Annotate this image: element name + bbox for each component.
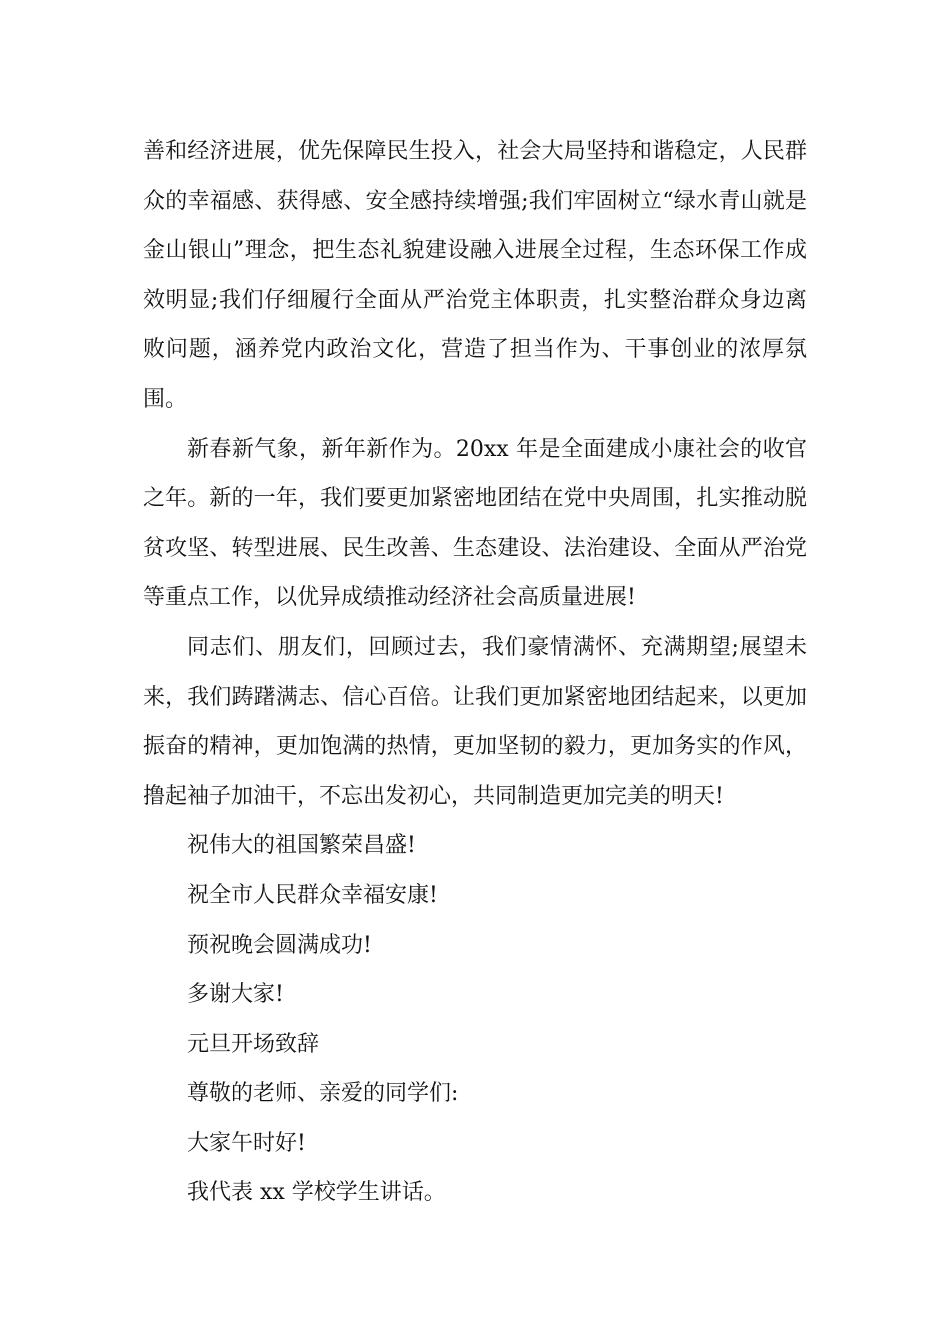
wish-line-citizens: 祝全市人民群众幸福安康! <box>187 882 438 908</box>
paragraph-continuation: 善和经济进展，优先保障民生投入，社会大局坚持和谐稳定，人民群众的幸福感、获得感、安全感持续增强;我们牢固树立“绿水青山就是金山银山”理念，把生态礼貌建设融入进展全过程，生态环保工作成效明显;我们仔细履行全面从严治党主体职责，扎实整治群众身边离败问题，涵养党内政治文化，营造了担当作为、干事创业的浓厚氛围。 <box>143 139 807 412</box>
salutation-line: 尊敬的老师、亲爱的同学们: <box>187 1081 459 1107</box>
section-title: 元旦开场致辞 <box>187 1031 320 1057</box>
paragraph-new-year: 新春新气象，新年新作为。20xx 年是全面建成小康社会的收官之年。新的一年，我们要更加紧密地团结在党中央周围，扎实推动脱贫攻坚、转型进展、民生改善、生态建设、法治建设、全面从严治党等重点工作，以优异成绩推动经济社会高质量进展! <box>143 436 807 611</box>
intro-line: 我代表 xx 学校学生讲话。 <box>187 1180 446 1206</box>
paragraph-comrades: 同志们、朋友们，回顾过去，我们豪情满怀、充满期望;展望未来，我们踌躇满志、信心百倍。让我们更加紧密地团结起来，以更加振奋的精神，更加饱满的热情，更加坚韧的毅力，更加务实的作风，撸起袖子加油干，不忘出发初心，共同制造更加完美的明天! <box>143 634 807 809</box>
document-body <box>143 127 807 1218</box>
thanks-line: 多谢大家! <box>187 982 284 1008</box>
greeting-line: 大家午时好! <box>187 1130 306 1156</box>
wish-line-motherland: 祝伟大的祖国繁荣昌盛! <box>187 833 416 859</box>
wish-line-gala: 预祝晚会圆满成功! <box>187 932 372 958</box>
